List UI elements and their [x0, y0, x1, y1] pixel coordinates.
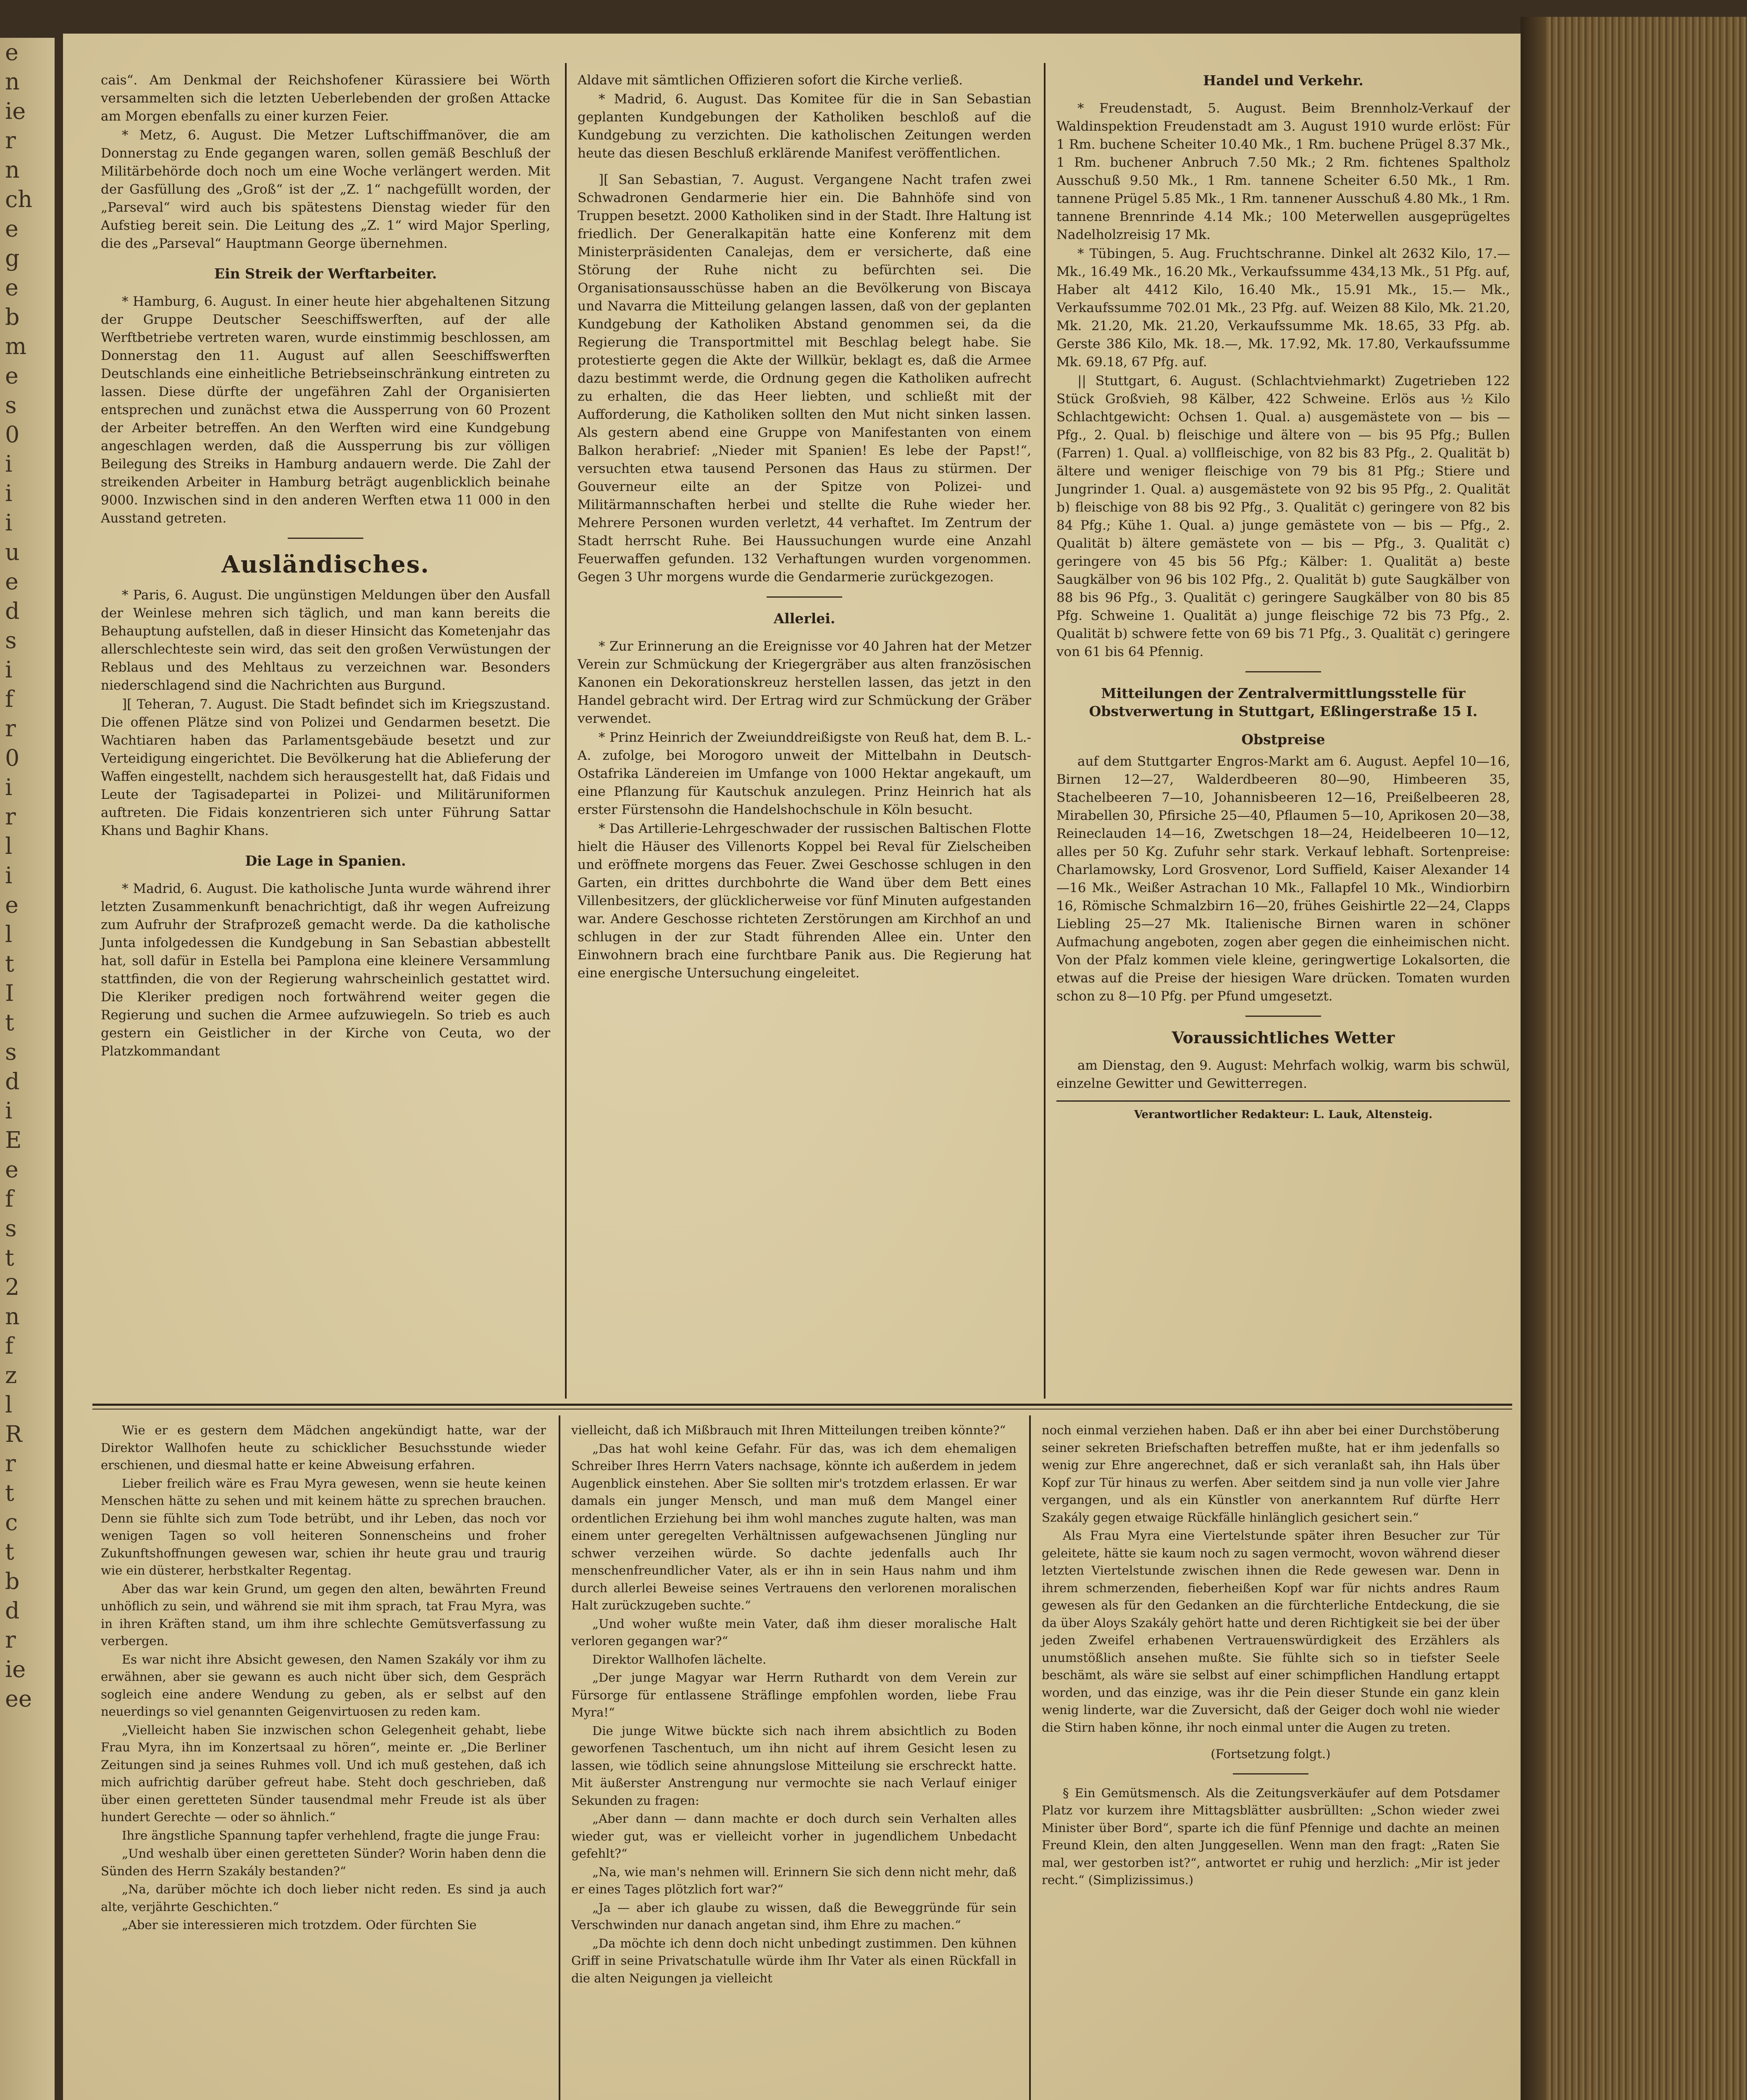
- fragment-letter: e: [5, 39, 18, 66]
- fragment-letter: s: [5, 1215, 17, 1242]
- fragment-letter: r: [5, 803, 16, 830]
- fragment-letter: i: [5, 862, 13, 889]
- fragment-letter: f: [5, 686, 13, 712]
- fragment-letter: l: [5, 1391, 13, 1418]
- newspaper-page: [63, 34, 1521, 2100]
- column-divider: [559, 1415, 560, 2100]
- column-2: [578, 71, 1031, 983]
- fragment-letter: r: [5, 1450, 16, 1477]
- feuilleton-separator: [92, 1404, 1512, 1406]
- article-teheran: ][ Teheran, 7. August. Die Stadt befindet sich im Kriegszustand. Die offenen Plätze sind von Polizei und Gendarmen besetzt. Die Wachtiaren haben das Parlamentsgebäude besetzt und zur Verteidigung eingerichtet. Die Bevölkerung hat die Ablieferung der Waffen eingestellt, nachdem sich herausgestellt hat, daß Fidais und Leute der Tagisadepartei in Polizei- und Militäruniformen auftreten. Die Fidais konzentrieren sich unter Führung Sattar Khans und Baghir Khans.: [101, 697, 550, 838]
- article-freudenstadt: * Freudenstadt, 5. August. Beim Brennholz-Verkauf der Waldinspektion Freudenstadt am 3. August 1910 wurde erlöst: Für 1 Rm. buchene Scheiter 10.40 Mk., 1 Rm. buchene Prügel 8.37 Mk., 1 Rm. buchener Anbruch 7.50 Mk.; 2 Rm. fichtenes Spaltholz Ausschuß 9.50 Mk., 1 Rm. tannene Scheiter 6.50 Mk., 1 Rm. tannene Prügel 5.85 Mk., 1 Rm. tannener Ausschuß 4.80 Mk., 1 Rm. tannene Brennrinde 4.14 Mk.; 100 Meterwellen ausgeprügeltes Nadelholzreisig 17 Mk.: [1056, 101, 1510, 242]
- fragment-letter: i: [5, 480, 13, 507]
- story-text: Es war nicht ihre Absicht gewesen, den Namen Szakály vor ihm zu erwähnen, aber sie gewann es auch nicht über sich, dem Gespräch sogleich eine andere Wendung zu geben, als er selbst auf den neuerdings so viel genannten Geigenvirtuosen zu reden kam.: [101, 1652, 546, 1719]
- fragment-letter: s: [5, 1039, 17, 1065]
- fragment-letter: i: [5, 656, 13, 683]
- story-text: „Na, darüber möchte ich doch lieber nicht reden. Es sind ja auch alte, verjährte Geschichten.“: [101, 1882, 546, 1914]
- fragment-letter: c: [5, 1509, 18, 1536]
- fragment-letter: f: [5, 1186, 13, 1212]
- fragment-letter: e: [5, 215, 18, 242]
- article-metz: * Metz, 6. August. Die Metzer Luftschiffmanöver, die am Donnerstag zu Ende gegangen waren, sollen gemäß Beschluß der Militärbehörde doch noch um eine Woche verlängert werden. Mit der Gasfüllung des „Groß“ ist der „Z. 1“ nachgefüllt worden, der „Parseval“ wird auch bis spätestens Dienstag wieder für den Aufstieg bereit sein. Die Leitung des „Z. 1“ wird Major Sperling, die des „Parseval“ Hauptmann George übernehmen.: [101, 128, 550, 251]
- story-text: „Na, wie man's nehmen will. Erinnern Sie sich denn nicht mehr, daß er eines Tages plötzlich fort war?“: [571, 1864, 1017, 1896]
- fragment-letter: n: [5, 1303, 20, 1330]
- article-tuebingen: * Tübingen, 5. Aug. Fruchtschranne. Dinkel alt 2632 Kilo, 17.— Mk., 16.49 Mk., 16.20 Mk., Verkaufssumme 434,13 Mk., 51 Pfg. auf, Haber alt 4412 Kilo, 16.40 Mk., 15.91 Mk., 15.— Mk., Verkaufssumme 702.01 Mk., 23 Pfg. auf. Weizen 88 Kilo, Mk. 21.20, Mk. 21.20, Mk. 21.20, Verkaufssumme Mk. 18.65, 33 Pfg. ab. Gerste 386 Kilo, Mk. 18.—, Mk. 17.92, Mk. 17.80, Verkaufssumme Mk. 69.18, 67 Pfg. auf.: [1056, 246, 1510, 370]
- story-text: Direktor Wallhofen lächelte.: [592, 1652, 767, 1667]
- feuilleton-column-3: [1042, 1422, 1500, 1890]
- book-spine-edge: [1521, 17, 1747, 2100]
- fragment-letter: i: [5, 509, 13, 536]
- column-1: [101, 71, 550, 1061]
- divider: [1245, 671, 1321, 672]
- fortsetzung-note: (Fortsetzung folgt.): [1211, 1747, 1331, 1761]
- heading-auslaendisches: Ausländisches.: [221, 551, 430, 578]
- fragment-letter: d: [5, 1597, 20, 1624]
- fragment-letter: s: [5, 392, 17, 418]
- fragment-letter: i: [5, 774, 13, 801]
- divider: [1233, 1773, 1308, 1774]
- article-paris: * Paris, 6. August. Die ungünstigen Meldungen über den Ausfall der Weinlese mehren sich täglich, und man kann bereits die Behauptung aufstellen, daß in dieser Hinsicht das Kometenjahr das allerschlechteste sein wird, das seit den großen Verwüstungen der Reblaus und des Mehltaus zu verzeichnen war. Besonders niederschlagend sind die Nachrichten aus Burgund.: [101, 588, 550, 693]
- feuilleton-column-1: [101, 1422, 546, 1935]
- heading-obstpreise: Obstpreise: [1241, 731, 1325, 748]
- fragment-letter: e: [5, 362, 18, 389]
- fragment-letter: e: [5, 892, 18, 918]
- article-prinz-heinrich: * Prinz Heinrich der Zweiunddreißigste von Reuß hat, dem B. L.-A. zufolge, bei Morogoro unweit der Mittelbahn in Deutsch-Ostafrika Ländereien im Umfange von 1000 Hektar angekauft, um eine Pflanzung für Kautschuk anzulegen. Prinz Heinrich hat als erster Fürstensohn die Handelshochschule in Köln besucht.: [578, 730, 1031, 817]
- story-text: „Und weshalb über einen geretteten Sünder? Worin haben denn die Sünden des Herrn Szakály bestanden?“: [101, 1846, 546, 1878]
- fragment-letter: ie: [5, 98, 26, 124]
- fragment-letter: 2: [5, 1274, 20, 1300]
- fragment-letter: e: [5, 274, 18, 301]
- article-stuttgart-viehmarkt: || Stuttgart, 6. August. (Schlachtviehmarkt) Zugetrieben 122 Stück Großvieh, 98 Kälber, 422 Schweine. Erlös aus ½ Kilo Schlachtgewicht: Ochsen 1. Qual. a) ausgemästete von — bis — Pfg., 2. Qual. b) fleischige und ältere von — bis 95 Pfg.; Bullen (Farren) 1. Qual. a) vollfleischige, von 82 bis 83 Pfg., 2. Qualität b) ältere und weniger fleischige von 79 bis 81 Pfg.; Stiere und Jungrinder 1. Qual. a) ausgemästete von 92 bis 95 Pfg., 2. Qualität b) fleischige von 88 bis 92 Pfg., 3. Qualität c) geringere von 82 bis 84 Pfg.; Kühe 1. Qual. a) junge gemästete von — bis — Pfg., 2. Qualität b) ältere gemästete von — bis — Pfg., 3. Qualität c) geringere von 45 bis 56 Pfg.; Kälber: 1. Qualität a) beste Saugkälber von 96 bis 102 Pfg., 2. Qualität b) gute Saugkälber von 88 bis 96 Pfg., 3. Qualität c) geringere Saugkälber von 80 bis 85 Pfg. Schweine 1. Qualität a) junge fleischige 72 bis 73 Pfg., 2. Qualität b) schwere fette von 69 bis 71 Pfg., 3. Qualität c) geringere von 61 bis 64 Pfennig.: [1056, 373, 1510, 659]
- fragment-letter: d: [5, 1068, 20, 1095]
- heading-allerlei: Allerlei.: [773, 610, 835, 627]
- story-text: Als Frau Myra eine Viertelstunde später ihren Besucher zur Tür geleitete, hätte sie kaum noch zu sagen vermocht, wovon während dieser letzten Viertelstunde zwischen ihnen die Rede gewesen war. Denn in ihrem schmerzenden, fieberheißen Kopf war für nichts andres Raum gewesen als für den Gedanken an die fürchterliche Entdeckung, die sie da über Aloys Szakály gehört hatte und deren Richtigkeit sie bei der über jeden Zweifel erhabenen Vertrauenswürdigkeit des Erzählers als unumstößlich ansehen mußte. Sie fühlte sich so in tiefster Seele beschämt, als wäre sie selbst auf einer schimpflichen Handlung ertappt worden, und das einzige, was ihr die Pein dieser Stunde ein ganz klein wenig linderte, war die Zuversicht, daß der Geiger doch wohl nie wieder die Stirn haben könne, ihr noch einmal unter die Augen zu treten.: [1042, 1528, 1500, 1735]
- story-text: Aber das war kein Grund, um gegen den alten, bewährten Freund unhöflich zu sein, und während sie mit ihm sprach, tat Frau Myra, was in ihren Kräften stand, um ihm ihre schlechte Gemütsverfassung zu verbergen.: [101, 1581, 546, 1648]
- fragment-letter: 0: [5, 745, 20, 771]
- story-text: noch einmal verziehen haben. Daß er ihn aber bei einer Durchstöberung seiner sekreten Briefschaften betreffen mußte, hat er ihm jedenfalls so wenig zur Ehre angerechnet, daß er sich veranlaßt sah, ihn Hals über Kopf zur Tür hinaus zu werfen. Aber seitdem sind ja nun volle vier Jahre vergangen, und als ein Künstler von anerkanntem Ruf dürfte Herr Szakály gegen etwaige Rückfälle hinlänglich gesichert sein.“: [1042, 1423, 1500, 1525]
- article-kriegergraeber: * Zur Erinnerung an die Ereignisse vor 40 Jahren hat der Metzer Verein zur Schmückung der Kriegergräber aus alten französischen Kanonen ein Dekorationskreuz herstellen lassen, das jetzt in den Handel gebracht wird. Der Ertrag wird zur Schmückung der Gräber verwendet.: [578, 639, 1031, 726]
- story-text: Die junge Witwe bückte sich nach ihrem absichtlich zu Boden geworfenen Taschentuch, um ihn nicht auf ihrem Gesicht lesen zu lassen, wie tödlich seine ahnungslose Mitteilung sie erschreckt hatte. Mit äußerster Anstrengung nur vermochte sie nach Verlauf einiger Sekunden zu fragen:: [571, 1723, 1017, 1808]
- fragment-letter: ee: [5, 1685, 32, 1712]
- story-text: „Aber dann — dann machte er doch durch sein Verhalten alles wieder gut, was er vielleicht vorher in jugendlichem Unbedacht gefehlt?“: [571, 1811, 1017, 1861]
- fragment-letter: r: [5, 1627, 16, 1653]
- fragment-letter: n: [5, 68, 20, 95]
- fragment-letter: r: [5, 715, 16, 742]
- fragment-letter: t: [5, 1480, 14, 1506]
- fragment-letter: u: [5, 539, 20, 565]
- fragment-letter: t: [5, 1009, 14, 1036]
- article-madrid-komitee: * Madrid, 6. August. Das Komitee für die in San Sebastian geplanten Kundgebungen der Katholiken beschloß auf die Kundgebung zu verzichten. Die katholischen Zeitungen werden heute das diesen Beschluß erklärende Manifest veröffentlichen.: [578, 92, 1031, 161]
- column-divider: [565, 63, 567, 1399]
- divider: [1245, 1016, 1321, 1017]
- story-text: Wie er es gestern dem Mädchen angekündigt hatte, war der Direktor Wallhofen heute zu schicklicher Besuchsstunde wieder erschienen, und diesmal hatte er keine Abweisung erfahren.: [101, 1423, 546, 1472]
- fragment-letter: r: [5, 127, 16, 154]
- fragment-letter: g: [5, 245, 20, 271]
- column-3: [1056, 71, 1510, 1125]
- story-text: „Vielleicht haben Sie inzwischen schon Gelegenheit gehabt, liebe Frau Myra, ihn im Konzertsaal zu hören“, meinte er. „Die Berliner Zeitungen sind ja seines Ruhmes voll. Und ich muß gestehen, daß ich mich aufrichtig darüber gefreut habe. Steht doch geschrieben, daß über einen geretteten Sünder tausendmal mehr Freude ist als über hundert Gerechte — oder so ähnlich.“: [101, 1722, 546, 1824]
- heading-lage-spanien: Die Lage in Spanien.: [245, 853, 406, 869]
- fragment-letter: l: [5, 921, 13, 948]
- article-text: Aldave mit sämtlichen Offizieren sofort die Kirche verließ.: [578, 73, 963, 88]
- feuilleton-column-2: [571, 1422, 1017, 1988]
- article-gemuetsmensch: § Ein Gemütsmensch. Als die Zeitungsverkäufer auf dem Potsdamer Platz vor kurzem ihre Mittagsblätter ausbrüllten: „Schon wieder zwei Minister über Bord“, sparte ich die fünf Pfennige und dachte an meinen Freund Klein, den alten Junggesellen. Wenn man den fragt: „Raten Sie mal, wer gestorben ist?“, antwortet er ruhig und herzlich: „Mir ist jeder recht.“ (Simplizissimus.): [1042, 1785, 1500, 1887]
- article-text: cais“. Am Denkmal der Reichshofener Kürassiere bei Wörth versammelten sich die letzten Ueberlebenden der großen Attacke am Morgen ebenfalls zu einer kurzen Feier.: [101, 73, 550, 124]
- heading-handel-verkehr: Handel und Verkehr.: [1203, 72, 1363, 89]
- feuilleton-separator-thin: [92, 1409, 1512, 1410]
- fragment-letter: ie: [5, 1656, 26, 1683]
- fragment-letter: i: [5, 1097, 13, 1124]
- article-hamburg: * Hamburg, 6. August. In einer heute hier abgehaltenen Sitzung der Gruppe Deutscher Seeschiffswerften, auf der alle Werftbetriebe vertreten waren, wurde einstimmig beschlossen, am Donnerstag den 11. August auf allen Seeschiffswerften Deutschlands eine einheitliche Betriebseinschränkung eintreten zu lassen. Diese dürfte der ungefähren Zahl der Organisierten entsprechen und zunächst etwa die Aussperrung von 60 Prozent der Arbeiter betreffen. An den Werften wird eine Kundgebung angeschlagen werden, daß die Aussperrung bis zur völligen Beilegung des Streiks in Hamburg andauern werde. Die Zahl der streikenden Arbeiter in Hamburg beträgt augenblicklich beinahe 9000. Inzwischen sind in den anderen Werften etwa 11 000 in den Ausstand getreten.: [101, 294, 550, 526]
- fragment-letter: s: [5, 627, 17, 654]
- fragment-letter: ch: [5, 186, 33, 213]
- story-text: Lieber freilich wäre es Frau Myra gewesen, wenn sie heute keinen Menschen hätte zu sehen und mit keinem hätte zu sprechen brauchen. Denn sie fühlte sich zum Tode betrübt, und ihr Leben, das noch vor wenigen Tagen so voll heiteren Sonnenscheins und froher Zukunftshoffnungen gewesen war, schien ihr heute grau und traurig wie ein düsterer, herbstkalter Regentag.: [101, 1476, 546, 1578]
- article-lehrgeschwader: * Das Artillerie-Lehrgeschwader der russischen Baltischen Flotte hielt die Häuser des Villenorts Koppel bei Reval für Zielscheiben und eröffnete morgens das Feuer. Zwei Geschosse schlugen in den Garten, ein drittes durchbohrte die Wand über dem Bett eines Villenbesitzers, der glücklicherweise vor fünf Minuten aufgestanden war. Andere Geschosse richteten Zerstörungen am Kirchhof an und schlugen in der zur Stadt führenden Allee ein. Unter den Einwohnern brach eine furchtbare Panik aus. Die Regierung hat eine energische Untersuchung eingeleitet.: [578, 821, 1031, 981]
- story-text: „Ja — aber ich glaube zu wissen, daß die Beweggründe für sein Verschwinden nur danach angetan sind, ihm Ehre zu machen.“: [571, 1900, 1017, 1932]
- fragment-letter: n: [5, 157, 20, 183]
- story-text: „Das hat wohl keine Gefahr. Für das, was ich dem ehemaligen Schreiber Ihres Herrn Vaters nachsage, könnte ich außerdem in jedem Augenblick einstehen. Aber Sie sollten mir's trotzdem erlassen. Er war damals ein junger Mensch, und man muß dem Mangel einer ordentlichen Erziehung bei ihm wohl manches zugute halten, was man einem unter geregelten Verhältnissen aufgewachsenen Jüngling nur schwer verzeihen würde. So dachte jedenfalls auch Ihr menschenfreundlicher Vater, als er ihn in sein Haus nahm und ihm durch allerlei Beweise seines Vertrauens den verlorenen moralischen Halt zurückzugeben suchte.“: [571, 1441, 1017, 1612]
- fragment-letter: e: [5, 1156, 18, 1183]
- fragment-letter: d: [5, 598, 20, 624]
- fragment-letter: 0: [5, 421, 20, 448]
- fragment-letter: t: [5, 1538, 14, 1565]
- article-wetter: am Dienstag, den 9. August: Mehrfach wolkig, warm bis schwül, einzelne Gewitter und Gewitterregen.: [1056, 1058, 1510, 1091]
- fragment-letter: m: [5, 333, 27, 360]
- divider: [767, 596, 842, 598]
- fragment-letter: E: [5, 1127, 22, 1153]
- story-text: „Und woher wußte mein Vater, daß ihm dieser moralische Halt verloren gegangen war?“: [571, 1616, 1017, 1648]
- divider: [1056, 1100, 1510, 1102]
- story-text: „Da möchte ich denn doch nicht unbedingt zustimmen. Den kühnen Griff in seine Privatschatulle würde ihm Ihr Vater als einen Rückfall in die alten Neigungen ja vielleicht: [571, 1936, 1017, 1985]
- fragment-letter: i: [5, 451, 13, 477]
- heading-werftarbeiter-streik: Ein Streik der Werftarbeiter.: [214, 265, 437, 282]
- story-text: „Aber sie interessieren mich trotzdem. Oder fürchten Sie: [122, 1918, 477, 1932]
- column-divider: [1044, 63, 1046, 1399]
- fragment-letter: R: [5, 1421, 22, 1447]
- heading-wetter: Voraussichtliches Wetter: [1172, 1028, 1395, 1047]
- fragment-letter: l: [5, 833, 13, 859]
- article-madrid-junta: * Madrid, 6. August. Die katholische Junta wurde während ihrer letzten Zusammenkunft benachrichtigt, daß ihr wegen Aufreizung zum Aufruhr der Strafprozeß gemacht werde. Da die katholische Junta infolgedessen die Kundgebung in San Sebastian abbestellt hat, soll dafür in Estella bei Pamplona eine kleinere Versammlung stattfinden, die von der Regierung wahrscheinlich gestattet wird. Die Kleriker predigen noch fortwährend weiter gegen die Regierung und suchen die Armee aufzuwiegeln. So trieb es auch gestern ein Geistlicher in der Kirche von Ceuta, wo der Platzkommandant: [101, 881, 550, 1059]
- previous-page-fragment: [0, 38, 55, 2100]
- fragment-letter: e: [5, 568, 18, 595]
- fragment-letter: b: [5, 1568, 20, 1594]
- article-san-sebastian: ][ San Sebastian, 7. August. Vergangene Nacht trafen zwei Schwadronen Gendarmerie hier ein. Die Bahnhöfe sind von Truppen besetzt. 2000 Katholiken sind in der Stadt. Ihre Haltung ist friedlich. Der Generalkapitän hatte eine Konferenz mit dem Ministerpräsidenten Canalejas, dem er versicherte, daß eine Störung der Ruhe nicht zu befürchten sei. Die Organisationsausschüsse haben an die Bevölkerung von Biscaya und Navarra die Mitteilung gelangen lassen, daß von der geplanten Kundgebung der Katholiken Abstand genommen sei, da die Regierung die Transportmittel mit Beschlag belegt habe. Sie protestierte gegen die Akte der Willkür, beklagt es, daß die Armee dazu bestimmt werde, die Ordnung gegen die Katholiken aufrecht zu erhalten, die das Heer liebten, und schließt mit der Aufforderung, die Katholiken sollten den Mut nicht sinken lassen. Als gestern abend eine Gruppe von Manifestanten von einem Balkon herabrief: „Nieder mit Spanien! Es lebe der Papst!“, versuchten etwa tausend Personen das Haus zu stürmen. Der Gouverneur eilte an der Spitze von Polizei- und Militärmannschaften herbei und stellte die Ruhe wieder her. Mehrere Personen wurden verletzt, 44 verhaftet. Im Zentrum der Stadt herrscht Ruhe. Bei Haussuchungen wurde eine Anzahl Feuerwaffen gefunden. 132 Verhaftungen wurden vorgenommen. Gegen 3 Uhr morgens wurde die Gendarmerie zurückgezogen.: [578, 172, 1031, 585]
- story-text: vielleicht, daß ich Mißbrauch mit Ihren Mitteilungen treiben könnte?“: [571, 1423, 1006, 1437]
- redakteur-line: Verantwortlicher Redakteur: L. Lauk, Altensteig.: [1134, 1108, 1433, 1121]
- heading-mitteilungen: Mitteilungen der Zentralvermittlungsstelle für Obstverwertung in Stuttgart, Eßlingerstraße 15 I.: [1089, 685, 1478, 719]
- story-text: Ihre ängstliche Spannung tapfer verhehlend, fragte die junge Frau:: [122, 1828, 540, 1843]
- column-divider: [1029, 1415, 1031, 2100]
- article-obstpreise: auf dem Stuttgarter Engros-Markt am 6. August. Aepfel 10—16, Birnen 12—27, Walderdbeeren 80—90, Himbeeren 35, Stachelbeeren 7—10, Johannisbeeren 12—16, Preißelbeeren 28, Mirabellen 30, Pfirsiche 25—40, Pflaumen 5—10, Aprikosen 20—38, Reineclauden 14—16, Zwetschgen 18—24, Heidelbeeren 10—12, alles per 50 Kg. Zufuhr sehr stark. Verkauf lebhaft. Sortenpreise: Charlamowsky, Lord Grosvenor, Lord Suffield, Kaiser Alexander 14—16 Mk., Weißer Astrachan 10 Mk., Fallapfel 10 Mk., Windiorbirn 16, Römische Schmalzbirn 16—20, frühes Geishirtle 22—24, Clapps Liebling 25—27 Mk. Italienische Birnen waren in schöner Aufmachung angeboten, zogen aber gegen die einheimischen nicht. Von der Pfalz kommen viele kleine, geringwertige Lokalsorten, die etwas auf die Preise der hiesigen Ware drücken. Tomaten wurden schon zu 8—10 Pfg. per Pfund umgesetzt.: [1056, 754, 1510, 1004]
- story-text: „Der junge Magyar war Herrn Ruthardt von dem Verein zur Fürsorge für entlassene Sträflinge empfohlen worden, liebe Frau Myra!“: [571, 1670, 1017, 1719]
- fragment-letter: t: [5, 1244, 14, 1271]
- fragment-letter: b: [5, 304, 20, 330]
- fragment-letter: f: [5, 1333, 13, 1359]
- fragment-letter: t: [5, 950, 14, 977]
- divider: [288, 538, 363, 539]
- fragment-letter: I: [5, 980, 14, 1006]
- fragment-letter: z: [5, 1362, 17, 1389]
